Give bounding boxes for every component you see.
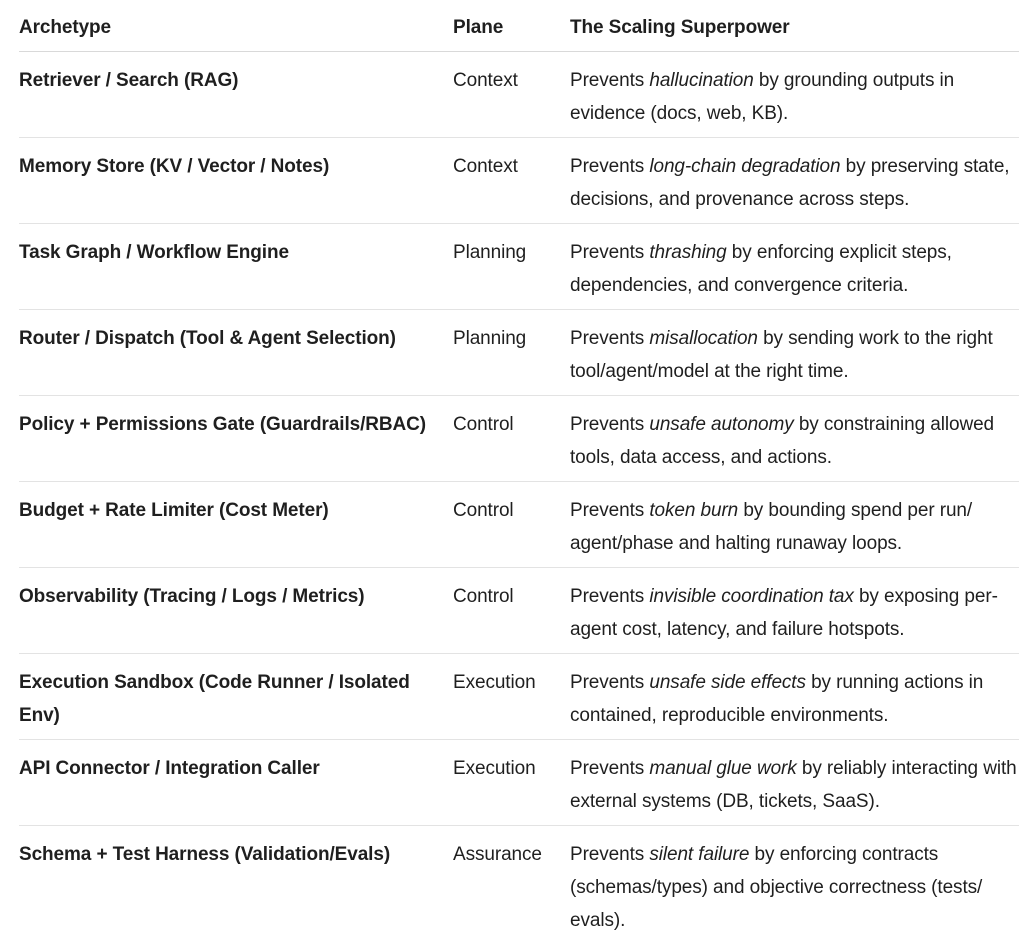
superpower-cell [570,482,1019,567]
superpower-cell [570,310,1019,395]
superpower-suffix: by enforcing explicit steps, dependencies, and convergence criteria. [570,242,952,296]
table-row [19,52,1019,138]
superpower-cell [570,52,1019,137]
superpower-emphasis: misallocation [649,328,758,349]
superpower-suffix: by enforcing contracts (schemas/types) and objective correctness (tests/ evals). [570,844,983,931]
header-plane: Plane [453,17,504,38]
superpower-suffix: by sending work to the right tool/agent/model at the right time. [570,328,993,382]
superpower-prefix: Prevents [570,500,650,521]
superpower-prefix: Prevents [570,844,650,865]
superpower-emphasis: manual glue work [649,758,797,779]
table-row [19,138,1019,224]
plane-cell: Context [453,156,518,177]
archetype-cell: Router / Dispatch (Tool & Agent Selection) [19,328,396,349]
superpower-emphasis: silent failure [649,844,750,865]
table-row [19,568,1019,654]
superpower-emphasis: hallucination [649,70,754,91]
superpower-emphasis: unsafe side effects [649,672,806,693]
table-row [19,396,1019,482]
superpower-prefix: Prevents [570,242,650,263]
plane-cell: Context [453,70,518,91]
superpower-prefix: Prevents [570,70,650,91]
archetype-cell: Retriever / Search (RAG) [19,70,239,91]
table-row [19,310,1019,396]
archetype-cell: Observability (Tracing / Logs / Metrics) [19,586,365,607]
superpower-emphasis: long-chain degradation [649,156,841,177]
archetype-cell: Task Graph / Workflow Engine [19,242,289,263]
table-row [19,224,1019,310]
superpower-cell [570,138,1019,223]
superpower-prefix: Prevents [570,586,650,607]
superpower-cell [570,826,1019,946]
superpower-cell [570,224,1019,309]
superpower-suffix: by constraining allowed tools, data access, and actions. [570,414,995,468]
plane-cell: Execution [453,672,536,693]
archetype-table [19,0,1019,946]
header-archetype: Archetype [19,17,112,38]
archetype-cell: Execution Sandbox (Code Runner / Isolated Env) [19,672,410,726]
header-superpower: The Scaling Superpower [570,17,790,38]
superpower-suffix: by grounding outputs in evidence (docs, web, KB). [570,70,955,124]
superpower-emphasis: token burn [649,500,739,521]
plane-cell: Control [453,414,514,435]
superpower-prefix: Prevents [570,758,650,779]
superpower-suffix: by exposing per-agent cost, latency, and failure hotspots. [570,586,998,640]
table-header-row [19,0,1019,52]
superpower-emphasis: invisible coordination tax [649,586,854,607]
superpower-suffix: by bounding spend per run/ agent/phase and halting runaway loops. [570,500,973,554]
superpower-emphasis: thrashing [649,242,727,263]
superpower-suffix: by reliably interacting with external systems (DB, tickets, SaaS). [570,758,1017,812]
archetype-cell: Schema + Test Harness (Validation/Evals) [19,844,391,865]
archetype-cell: Memory Store (KV / Vector / Notes) [19,156,330,177]
plane-cell: Assurance [453,844,542,865]
superpower-prefix: Prevents [570,328,650,349]
table-row [19,654,1019,740]
superpower-suffix: by running actions in contained, reproducible environments. [570,672,984,726]
superpower-cell [570,654,1019,739]
superpower-cell [570,568,1019,653]
archetype-cell: API Connector / Integration Caller [19,758,320,779]
plane-cell: Planning [453,242,527,263]
table-row [19,740,1019,826]
superpower-prefix: Prevents [570,156,650,177]
superpower-prefix: Prevents [570,414,650,435]
superpower-cell [570,396,1019,481]
plane-cell: Control [453,586,514,607]
archetype-cell: Policy + Permissions Gate (Guardrails/RBAC) [19,414,426,435]
plane-cell: Planning [453,328,527,349]
plane-cell: Control [453,500,514,521]
superpower-cell [570,740,1019,825]
superpower-prefix: Prevents [570,672,650,693]
superpower-emphasis: unsafe autonomy [649,414,794,435]
table-row [19,482,1019,568]
plane-cell: Execution [453,758,536,779]
superpower-suffix: by preserving state, decisions, and provenance across steps. [570,156,1010,210]
archetype-cell: Budget + Rate Limiter (Cost Meter) [19,500,329,521]
table-row [19,826,1019,946]
